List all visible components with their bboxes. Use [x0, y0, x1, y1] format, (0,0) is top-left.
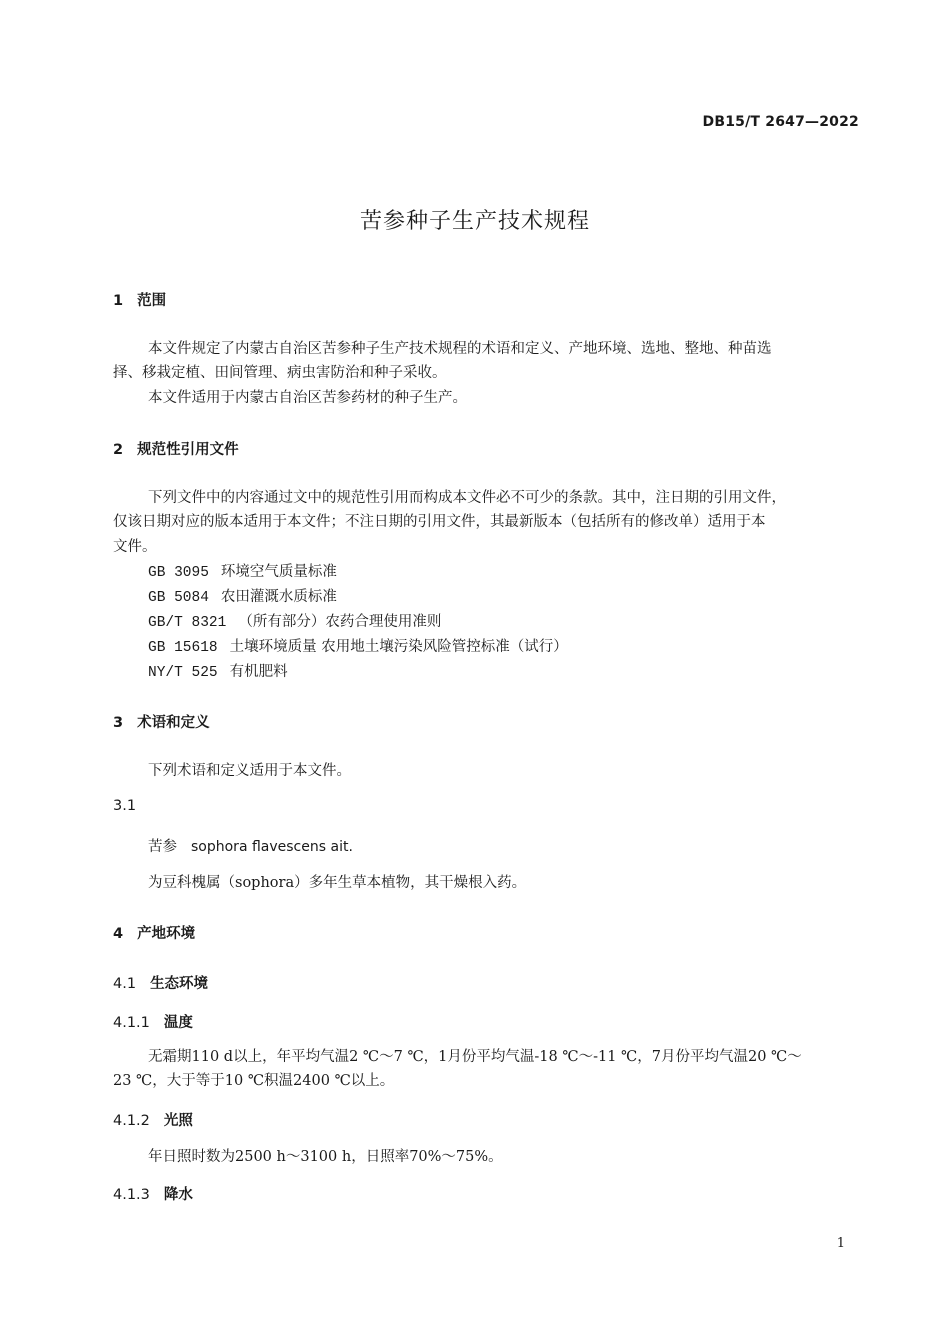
- page-title: 苦参种子生产技术规程: [359, 209, 590, 234]
- paragraph-line: 无霜期110 d以上，年平均气温2 ℃～7 ℃，1月份平均气温-18 ℃～-11 ℃，7月份平均气温20 ℃～: [148, 1049, 802, 1065]
- reference-name: 有机肥料: [229, 664, 288, 680]
- term-english: sophora flavescens ait.: [191, 839, 353, 855]
- paragraph-line: 仅该日期对应的版本适用于本文件；不注日期的引用文件，其最新版本（包括所有的修改单）适用于本: [113, 514, 766, 530]
- subsection-title: 温度: [163, 1015, 193, 1031]
- term-line: [148, 835, 353, 856]
- subsection-title: 光照: [163, 1113, 193, 1129]
- paragraph-line: 文件。: [113, 539, 157, 555]
- subsection-number: 4.1: [113, 976, 137, 992]
- term-number: 3.1: [113, 798, 137, 814]
- reference-name: 土壤环境质量 农用地土壤污染风险管控标准（试行）: [229, 639, 568, 655]
- subsection-4-1-2-heading: [113, 1109, 193, 1130]
- subsection-title: 生态环境: [150, 976, 209, 992]
- section-4-heading: [113, 922, 195, 943]
- reference-code: GB 3095: [148, 565, 209, 581]
- subsection-number: 4.1.2: [113, 1113, 150, 1129]
- paragraph-line: 下列文件中的内容通过文中的规范性引用而构成本文件必不可少的条款。其中，注日期的引用文件，: [148, 490, 786, 506]
- reference-code: NY/T 525: [148, 665, 218, 681]
- section-number: 1: [113, 293, 124, 309]
- reference-name: 环境空气质量标准: [220, 564, 337, 580]
- reference-code: GB/T 8321: [148, 615, 227, 631]
- section-title: 产地环境: [137, 926, 196, 942]
- reference-item: [148, 635, 568, 660]
- paragraph-line: 择、移栽定植、田间管理、病虫害防治和种子采收。: [113, 365, 447, 381]
- section-title: 规范性引用文件: [137, 442, 239, 458]
- subsection-4-1-1-heading: [113, 1011, 193, 1032]
- term-chinese: 苦参: [148, 839, 177, 855]
- reference-item: [148, 660, 288, 685]
- reference-code: GB 5084: [148, 590, 209, 606]
- paragraph-line: 本文件适用于内蒙古自治区苦参药材的种子生产。: [148, 390, 467, 406]
- paragraph-line: 年日照时数为2500 h～3100 h，日照率70%～75%。: [148, 1149, 503, 1165]
- section-number: 4: [113, 926, 124, 942]
- section-title: 范围: [137, 293, 167, 309]
- reference-name: 农田灌溉水质标准: [220, 589, 337, 605]
- section-number: 2: [113, 442, 124, 458]
- reference-name: （所有部分）农药合理使用准则: [238, 614, 442, 630]
- section-number: 3: [113, 715, 124, 731]
- subsection-title: 降水: [163, 1187, 193, 1203]
- section-1-heading: [113, 289, 166, 310]
- paragraph-line: 23 ℃，大于等于10 ℃积温2400 ℃以上。: [113, 1073, 395, 1089]
- paragraph-line: 下列术语和定义适用于本文件。: [148, 763, 351, 779]
- subsection-4-1-heading: [113, 972, 208, 993]
- paragraph-line: 本文件规定了内蒙古自治区苦参种子生产技术规程的术语和定义、产地环境、选地、整地、种苗选: [148, 341, 772, 357]
- document-number: DB15/T 2647—2022: [702, 114, 859, 130]
- section-2-heading: [113, 438, 239, 459]
- reference-item: [148, 610, 441, 635]
- reference-code: GB 15618: [148, 640, 218, 656]
- section-title: 术语和定义: [137, 715, 210, 731]
- subsection-number: 4.1.3: [113, 1187, 150, 1203]
- reference-item: [148, 560, 337, 585]
- subsection-number: 4.1.1: [113, 1015, 150, 1031]
- page-number: 1: [836, 1236, 845, 1251]
- reference-item: [148, 585, 337, 610]
- term-definition: 为豆科槐属（sophora）多年生草本植物，其干燥根入药。: [148, 875, 527, 891]
- section-3-heading: [113, 711, 210, 732]
- subsection-4-1-3-heading: [113, 1183, 193, 1204]
